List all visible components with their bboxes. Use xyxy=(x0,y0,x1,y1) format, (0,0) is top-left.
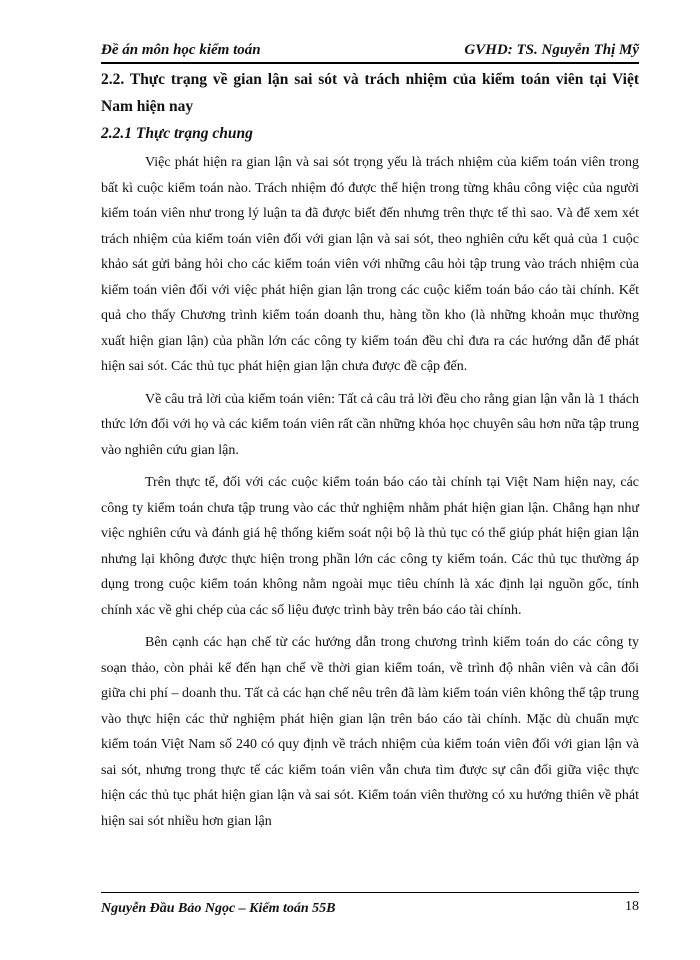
header-course-title: Đề án môn học kiểm toán xyxy=(101,42,261,58)
section-title: 2.2. Thực trạng về gian lận sai sót và trách nhiệm của kiểm toán viên tại Việt Nam hiện nay xyxy=(101,71,639,115)
body-paragraph: Về câu trả lời của kiểm toán viên: Tất cả câu trả lời đều cho rằng gian lận vẫn là 1 thách thức lớn đối với họ và các kiểm toán viên rất cần những khóa học chuyên sâu hơn nữa tập trung vào nghiên cứu gian lận. xyxy=(101,391,639,458)
page-content xyxy=(101,66,639,834)
footer-author: Nguyễn Đầu Bảo Ngọc – Kiểm toán 55B xyxy=(101,901,336,916)
subsection-title: 2.2.1 Thực trạng chung xyxy=(101,125,253,142)
header-supervisor: GVHD: TS. Nguyễn Thị Mỹ xyxy=(464,42,639,58)
page-header xyxy=(101,38,639,64)
body-paragraph: Bên cạnh các hạn chế từ các hướng dẫn trong chương trình kiểm toán do các công ty soạn thảo, còn phải kể đến hạn chế về thời gian kiểm toán, về trình độ nhân viên và cân đối giữa chi phí – doanh thu. Tất cả các hạn chế nêu trên đã làm kiểm toán viên không thể tập trung vào thực hiện các thử nghiệm phát hiện gian lận trên báo cáo tài chính. Mặc dù chuẩn mực kiểm toán Việt Nam số 240 có quy định về trách nhiệm của kiểm toán viên đối với gian lận và sai sót, nhưng trong thực tế các kiểm toán viên vẫn chưa tìm được sự cân đối giữa việc thực hiện các thủ tục phát hiện gian lận và sai sót. Kiểm toán viên thường có xu hướng thiên về phát hiện sai sót nhiều hơn gian lận xyxy=(101,635,639,829)
page-number: 18 xyxy=(625,899,639,914)
body-paragraph: Trên thực tế, đối với các cuộc kiểm toán báo cáo tài chính tại Việt Nam hiện nay, các công ty kiểm toán chưa tập trung vào các thử nghiệm nhằm phát hiện gian lận. Chẳng hạn như việc nghiên cứu và đánh giá hệ thống kiểm soát nội bộ là thủ tục có thể giúp phát hiện gian lận nhưng lại không được thực hiện trong phần lớn các công ty kiểm toán. Các thủ tục thường áp dụng trong cuộc kiểm toán không nằm ngoài mục tiêu chính là xác định lại nguồn gốc, tính chính xác về ghi chép của các số liệu được trình bày trên báo cáo tài chính. xyxy=(101,475,639,618)
page-footer xyxy=(101,892,639,915)
body-paragraph: Việc phát hiện ra gian lận và sai sót trọng yếu là trách nhiệm của kiểm toán viên trong bất kì cuộc kiểm toán nào. Trách nhiệm đó được thể hiện trong từng khâu công việc của người kiểm toán viên như trong lý luận ta đã được biết đến nhưng trên thực tế thì sao. Và để xem xét trách nhiệm của kiểm toán viên đối với gian lận và sai sót, theo nghiên cứu kết quả của 1 cuộc khảo sát gửi bảng hỏi cho các kiểm toán viên với những câu hỏi tập trung vào trách nhiệm của kiểm toán viên đối với việc phát hiện gian lận trong các cuộc kiểm toán báo cáo tài chính. Kết quả cho thấy Chương trình kiểm toán doanh thu, hàng tồn kho (là những khoản mục thường xuất hiện gian lận) của phần lớn các công ty kiểm toán đều chỉ đưa ra các hướng dẫn để phát hiện sai sót. Các thủ tục phát hiện gian lận chưa được đề cập đến. xyxy=(101,155,639,374)
